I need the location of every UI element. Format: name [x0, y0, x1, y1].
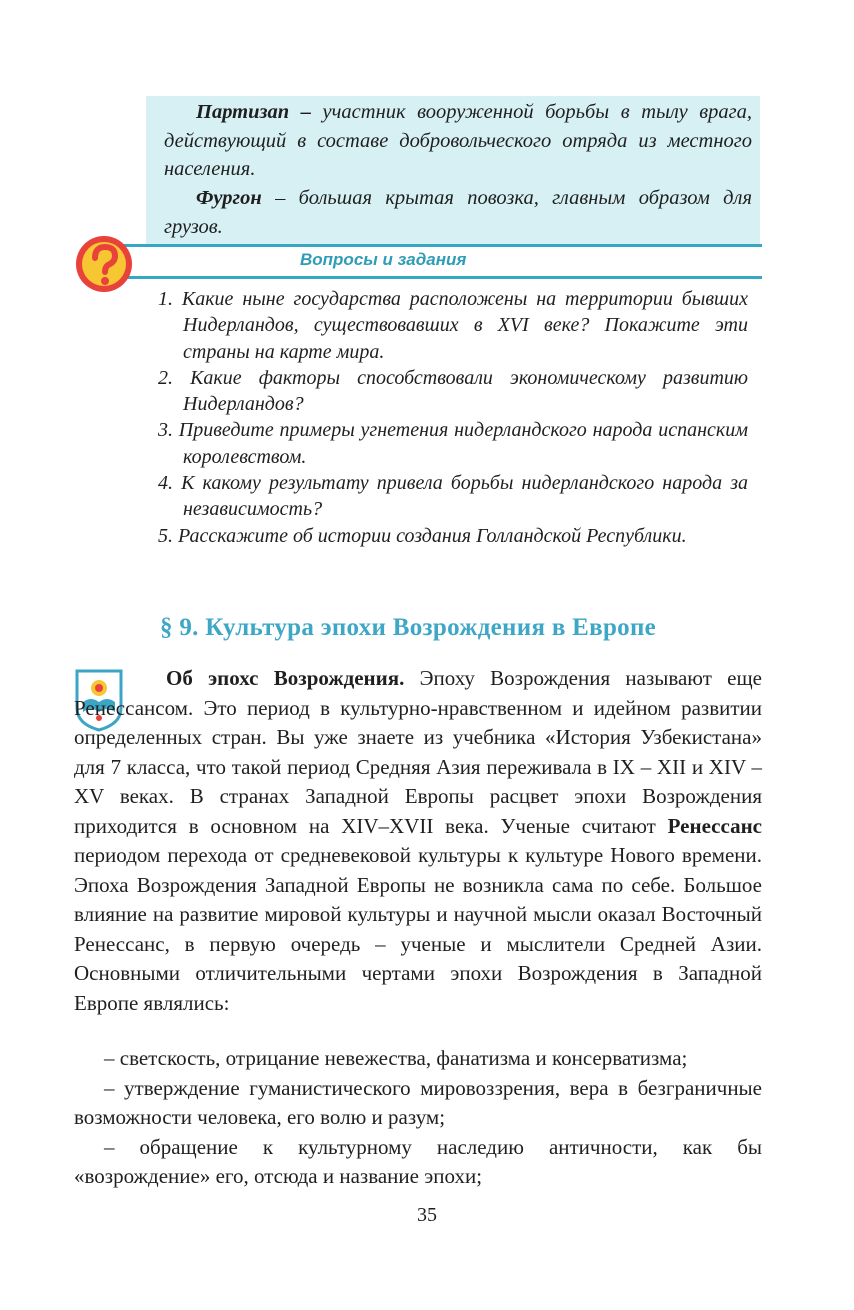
question-item: 4. К какому результату привела борьбы нидерландского народа за независимость? [158, 472, 748, 521]
glossary-entry-wagon [164, 184, 752, 241]
question-item: 3. Приведите примеры угнетения нидерландского народа испанским королевством. [158, 419, 748, 468]
glossary-box [146, 96, 760, 244]
questions-rule-top [118, 244, 762, 247]
paragraph-text: периодом перехода от средневековой культуры к культуре Нового времени. Эпоха Возрождения Западной Европы не возникла сама по себе. Большое влияние на развитие мировой культуры и научной мысли оказал Восточный Ренессанс, в первую очередь – ученые и мыслители Средней Азии. Основными отличительными чертами эпохи Возрождения в Западной Европе являлись: [74, 843, 762, 1015]
questions-rule-bottom [118, 276, 762, 279]
body-paragraph [74, 664, 762, 1018]
question-item: 1. Какие ныне государства расположены на территории бывших Нидерландов, существовавших в XVI веке? Покажите эти страны на карте мира. [158, 288, 748, 363]
bullet-item: – обращение к культурному наследию античности, как бы «возрождение» его, отсюда и название эпохи; [74, 1134, 762, 1188]
page-number: 35 [417, 1204, 437, 1226]
bullet-item: – утверждение гуманистического мировоззрения, вера в безграничные возможности человека, его волю и разум; [74, 1075, 762, 1129]
bullet-item: – светскость, отрицание невежества, фанатизма и консерватизма; [104, 1046, 688, 1070]
section-title: § 9. Культура эпохи Возрождения в Европе [160, 614, 657, 641]
paragraph-text: Эпоху Возрождения называют еще Ренессансом. Это период в культурно-нравственном и идейном развитии определенных стран. Вы уже знаете из учебника «История Узбекистана» для 7 класса, что такой период Средняя Азия переживала в IX – XII и XIV – XV веках. В странах Западной Европы расцвет эпохи Возрождения приходится в основном на XIV–XVII века. Ученые считают [74, 666, 762, 838]
question-item: 5. Расскажите об истории создания Голландской Республики. [158, 524, 687, 547]
questions-list [158, 286, 748, 549]
glossary-term: Партизап – [196, 101, 311, 123]
glossary-term: Фургон [196, 187, 262, 209]
question-mark-icon [74, 234, 134, 294]
questions-title: Вопросы и задания [300, 250, 467, 269]
glossary-definition: участник вооруженной борьбы в тылу врага, действующий в составе добровольческого отряда из местного населения. [164, 101, 752, 180]
paragraph-lead: Об эпохс Возрождения. [166, 666, 405, 690]
question-item: 2. Какие факторы способствовали экономическому развитию Нидерландов? [158, 366, 748, 416]
glossary-definition: – большая крытая повозка, главным образом для грузов. [164, 187, 752, 238]
paragraph-term: Ренессанс [667, 813, 762, 838]
glossary-entry-partisan [164, 98, 752, 184]
